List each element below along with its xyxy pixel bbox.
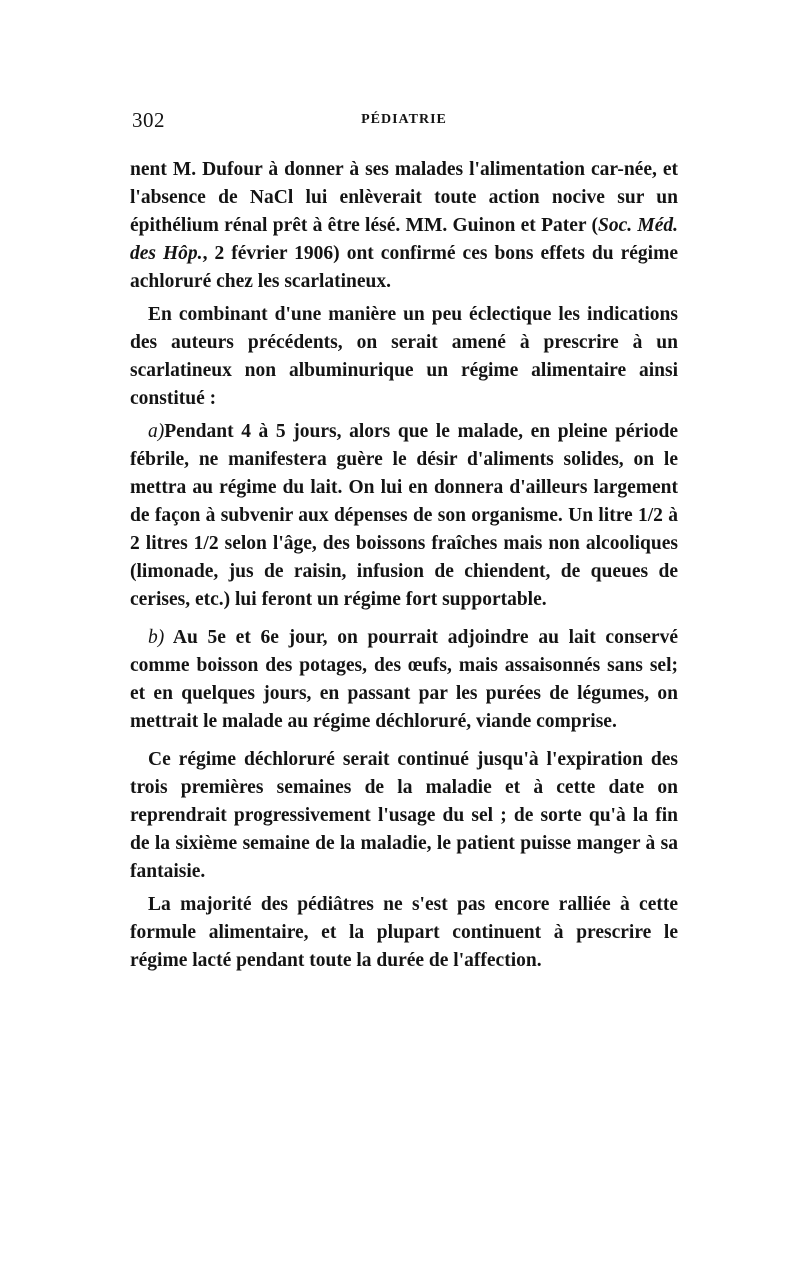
paragraph-text: , 2 février 1906) ont confirmé ces bons effets du régime achloruré chez les scarlatineux. [130, 243, 678, 292]
running-head [130, 108, 678, 138]
paragraph-text: Ce régime déchloruré serait continué jusqu'à l'expiration des trois premières semaines de la maladie et à cette date on reprendrait progressivement l'usage du sel ; de sorte qu'à la fin de la sixième semaine de la maladie, le patient puisse manger à sa fantaisie. [130, 749, 678, 882]
paragraph-text: Pendant 4 à 5 jours, alors que le malade, en pleine période fébrile, ne manifestera guère le désir d'aliments solides, on le mettra au régime du lait. On lui en donnera d'ailleurs largement de façon à subvenir aux dépenses de son organisme. Un litre 1/2 à 2 litres 1/2 selon l'âge, des boissons fraîches mais non alcooliques (limonade, jus de raisin, infusion de chiendent, de queues de cerises, etc.) lui feront un régime fort supportable. [130, 421, 678, 610]
paragraph-text: En combinant d'une manière un peu éclectique les indications des auteurs précédents, on serait amené à prescrire à un scarlatineux non albuminurique un régime alimentaire ainsi constitué : [130, 304, 678, 409]
paragraph-combination [130, 301, 678, 413]
list-marker-b: b) [148, 627, 165, 648]
paragraph-continuation-regime [130, 746, 678, 886]
running-title: PÉDIATRIE [361, 112, 447, 127]
paragraph-text: La majorité des pédiâtres ne s'est pas encore ralliée à cette formule alimentaire, et la plupart continuent à prescrire le régime lacté pendant toute la durée de l'affection. [130, 894, 678, 971]
citation-journal: Soc. Méd. des Hôp. [130, 215, 678, 264]
body-text [130, 156, 678, 975]
book-page [130, 108, 678, 980]
paragraph-continuation [130, 156, 678, 296]
paragraph-text: Au 5e et 6e jour, on pourrait adjoindre au lait conservé comme boisson des potages, des œufs, mais assaisonnés sans sel; et en quelques jours, en passant par les purées de légumes, on mettrait le malade au régime déchloruré, viande comprise. [130, 627, 678, 732]
paragraph-text: nent M. Dufour à donner à ses malades l'alimentation car-née, et l'absence de NaCl lui enlèverait toute action nocive sur un épithélium rénal prêt à être lésé. MM. Guinon et Pater ( [130, 159, 678, 236]
list-marker-a: a) [148, 421, 165, 442]
paragraph-item-b [130, 624, 678, 736]
paragraph-majority [130, 891, 678, 975]
paragraph-item-a [130, 418, 678, 614]
page-number: 302 [132, 108, 165, 132]
